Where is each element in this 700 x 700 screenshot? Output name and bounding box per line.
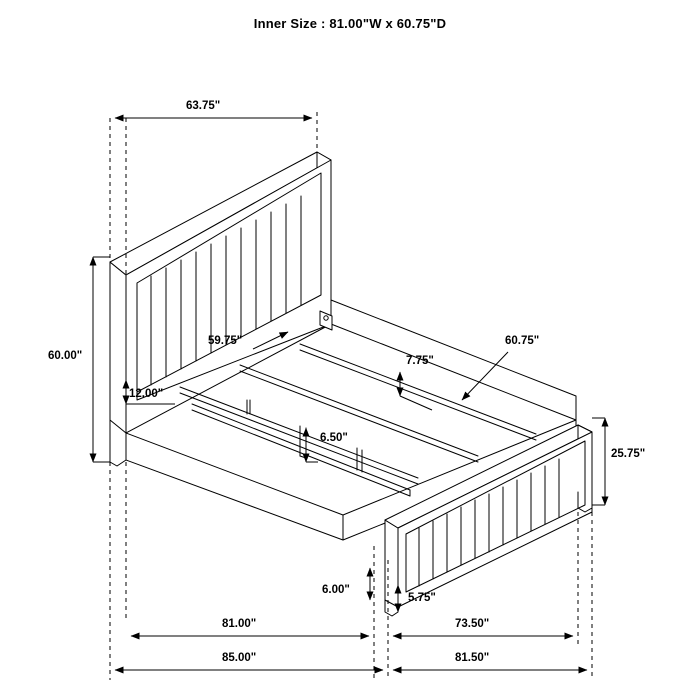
dim-label-headboard-width: 63.75" (186, 100, 221, 112)
dim-label-footboard-width-outer: 81.50" (455, 652, 490, 664)
dim-label-overall-width-inner: 81.00" (222, 618, 257, 630)
dim-side-rail-height (400, 372, 432, 410)
dim-label-footboard-depth: 60.75" (505, 335, 540, 347)
dim-label-slat-height: 6.50" (320, 432, 348, 444)
dim-label-headboard-to-deck: 12.00" (129, 388, 164, 400)
footboard (385, 425, 592, 616)
dim-footboard-height (592, 418, 605, 505)
headboard (110, 152, 331, 466)
dim-label-clearance-height: 6.00" (322, 584, 350, 596)
dim-label-footboard-height: 25.75" (611, 448, 646, 460)
dim-label-foot-rail-height: 5.75" (408, 592, 436, 604)
dim-label-headboard-height: 60.00" (48, 350, 83, 362)
page-title: Inner Size : 81.00"W x 60.75"D (253, 16, 447, 31)
dim-label-footboard-width-inner: 73.50" (455, 618, 490, 630)
dim-label-overall-width-outer: 85.00" (222, 652, 257, 664)
dim-label-rail-inner-length: 59.75" (208, 335, 243, 347)
dim-label-side-rail-height: 7.75" (406, 355, 434, 367)
dim-headboard-height (93, 257, 110, 462)
